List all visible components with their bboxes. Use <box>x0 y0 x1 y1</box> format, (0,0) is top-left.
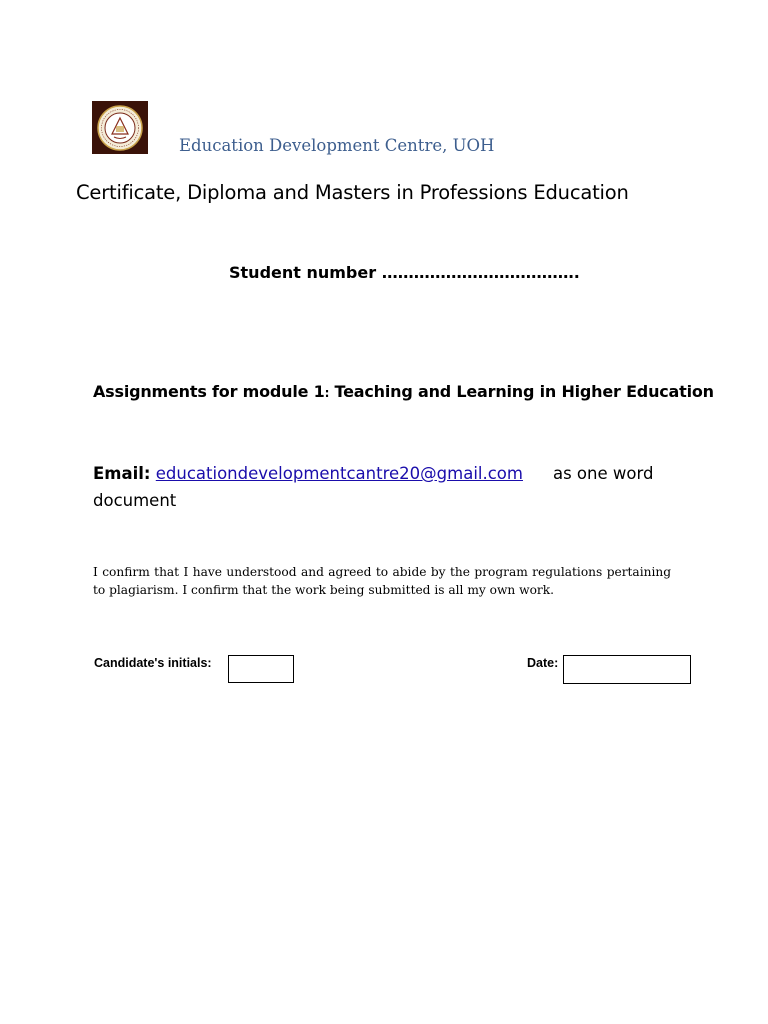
date-field[interactable] <box>563 655 691 684</box>
submission-instructions <box>93 460 693 514</box>
organization-name: Education Development Centre, UOH <box>179 136 495 155</box>
university-seal-icon <box>92 101 148 154</box>
module-title: Teaching and Learning in Higher Education <box>329 382 714 401</box>
date-label: Date: <box>527 656 559 670</box>
email-label: Email: <box>93 464 151 483</box>
initials-field[interactable] <box>228 655 294 683</box>
plagiarism-declaration: I confirm that I have understood and agreed to abide by the program regulations pertaining to plagiarism. I confirm that the work being submitted is all my own work. <box>93 565 671 597</box>
program-title: Certificate, Diploma and Masters in Professions Education <box>76 181 629 204</box>
assignment-heading <box>93 382 714 401</box>
assignment-separator: : <box>324 386 330 400</box>
initials-label: Candidate's initials: <box>94 656 212 670</box>
student-number-field: Student number ………………………………. <box>229 263 580 282</box>
assignment-prefix: Assignments for module 1 <box>93 382 325 401</box>
submission-instruction: as one word document <box>93 464 654 510</box>
email-link[interactable]: educationdevelopmentcantre20@gmail.com <box>155 464 523 483</box>
